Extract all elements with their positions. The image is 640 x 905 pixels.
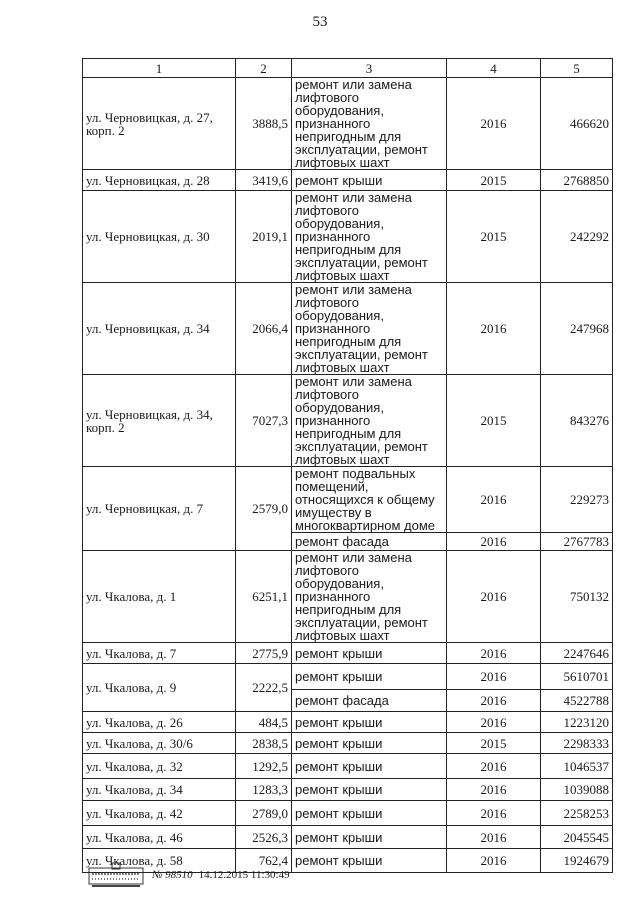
year-cell: 2015 [447,733,541,754]
year-cell: 2015 [447,191,541,283]
registry-stamp-icon [88,862,144,888]
work-type-cell: ремонт крыши [292,779,447,801]
cost-cell: 4522788 [541,690,613,712]
cost-cell: 750132 [541,551,613,643]
address-cell: ул. Чкалова, д. 58 [83,849,236,873]
work-type-cell: ремонт подвальных помещений, относящихся к общему имуществу в многоквартирном доме [292,467,447,533]
address-cell: ул. Черновицкая, д. 27, корп. 2 [83,78,236,170]
cost-cell: 242292 [541,191,613,283]
table-row [83,78,613,170]
work-type-cell: ремонт или замена лифтового оборудования, признанного непригодным для эксплуатации, ремонт лифтовых шахт [292,375,447,467]
area-cell: 762,4 [236,849,292,873]
cost-cell: 2767783 [541,533,613,551]
page-number: 53 [312,14,328,30]
area-cell: 1283,3 [236,779,292,801]
table-header-row [83,59,613,78]
cost-cell: 2298333 [541,733,613,754]
cost-cell: 1046537 [541,754,613,779]
area-cell: 2019,1 [236,191,292,283]
table-row [83,191,613,283]
work-type-cell: ремонт крыши [292,170,447,191]
table-row [83,664,613,690]
address-cell: ул. Чкалова, д. 30/6 [83,733,236,754]
area-cell: 2066,4 [236,283,292,375]
table-row [83,826,613,849]
cost-cell: 466620 [541,78,613,170]
area-cell: 2775,9 [236,643,292,664]
work-type-cell: ремонт крыши [292,712,447,733]
work-type-cell: ремонт крыши [292,754,447,779]
work-type-cell: ремонт крыши [292,849,447,873]
column-header-3: 3 [292,59,447,78]
cost-cell: 1039088 [541,779,613,801]
year-cell: 2016 [447,643,541,664]
cost-cell: 2045545 [541,826,613,849]
table-row [83,643,613,664]
column-header-2: 2 [236,59,292,78]
work-type-cell: ремонт или замена лифтового оборудования, признанного непригодным для эксплуатации, ремонт лифтовых шахт [292,78,447,170]
cost-cell: 843276 [541,375,613,467]
cost-cell: 247968 [541,283,613,375]
year-cell: 2016 [447,826,541,849]
work-type-cell: ремонт или замена лифтового оборудования, признанного непригодным для эксплуатации, ремонт лифтовых шахт [292,283,447,375]
cost-cell: 1924679 [541,849,613,873]
repair-schedule-table [82,58,613,873]
year-cell: 2015 [447,375,541,467]
table-row [83,283,613,375]
column-header-1: 1 [83,59,236,78]
area-cell: 2838,5 [236,733,292,754]
year-cell: 2016 [447,779,541,801]
year-cell: 2016 [447,801,541,826]
address-cell: ул. Чкалова, д. 34 [83,779,236,801]
address-cell: ул. Чкалова, д. 42 [83,801,236,826]
column-header-5: 5 [541,59,613,78]
address-cell: ул. Чкалова, д. 32 [83,754,236,779]
year-cell: 2016 [447,78,541,170]
table-row [83,170,613,191]
address-cell: ул. Черновицкая, д. 34, корп. 2 [83,375,236,467]
address-cell: ул. Чкалова, д. 9 [83,664,236,712]
column-header-4: 4 [447,59,541,78]
work-type-cell: ремонт фасада [292,533,447,551]
cost-cell: 1223120 [541,712,613,733]
area-cell: 1292,5 [236,754,292,779]
address-cell: ул. Черновицкая, д. 30 [83,191,236,283]
area-cell: 7027,3 [236,375,292,467]
year-cell: 2016 [447,664,541,690]
year-cell: 2016 [447,690,541,712]
document-footer [88,862,290,888]
table-row [83,733,613,754]
area-cell: 2222,5 [236,664,292,712]
table-row [83,375,613,467]
work-type-cell: ремонт крыши [292,733,447,754]
table-row [83,712,613,733]
area-cell: 3888,5 [236,78,292,170]
table-row [83,551,613,643]
table-row [83,754,613,779]
address-cell: ул. Чкалова, д. 46 [83,826,236,849]
cost-cell: 5610701 [541,664,613,690]
cost-cell: 2247646 [541,643,613,664]
document-number: № 98510 [152,869,193,881]
work-type-cell: ремонт крыши [292,664,447,690]
year-cell: 2016 [447,283,541,375]
table-body [83,59,613,873]
address-cell: ул. Черновицкая, д. 7 [83,467,236,551]
year-cell: 2016 [447,533,541,551]
address-cell: ул. Чкалова, д. 26 [83,712,236,733]
address-cell: ул. Чкалова, д. 7 [83,643,236,664]
area-cell: 2526,3 [236,826,292,849]
year-cell: 2015 [447,170,541,191]
area-cell: 2789,0 [236,801,292,826]
address-cell: ул. Черновицкая, д. 28 [83,170,236,191]
area-cell: 484,5 [236,712,292,733]
area-cell: 6251,1 [236,551,292,643]
table-row [83,467,613,533]
year-cell: 2016 [447,754,541,779]
area-cell: 3419,6 [236,170,292,191]
document-timestamp: 14.12.2015 11:30:49 [198,869,290,881]
year-cell: 2016 [447,712,541,733]
table-row [83,779,613,801]
cost-cell: 2768850 [541,170,613,191]
work-type-cell: ремонт крыши [292,643,447,664]
cost-cell: 229273 [541,467,613,533]
cost-cell: 2258253 [541,801,613,826]
year-cell: 2016 [447,467,541,533]
address-cell: ул. Чкалова, д. 1 [83,551,236,643]
year-cell: 2016 [447,551,541,643]
work-type-cell: ремонт или замена лифтового оборудования, признанного непригодным для эксплуатации, ремонт лифтовых шахт [292,551,447,643]
work-type-cell: ремонт фасада [292,690,447,712]
work-type-cell: ремонт крыши [292,826,447,849]
area-cell: 2579,0 [236,467,292,551]
table-row [83,801,613,826]
work-type-cell: ремонт крыши [292,801,447,826]
work-type-cell: ремонт или замена лифтового оборудования, признанного непригодным для эксплуатации, ремонт лифтовых шахт [292,191,447,283]
address-cell: ул. Черновицкая, д. 34 [83,283,236,375]
year-cell: 2016 [447,849,541,873]
